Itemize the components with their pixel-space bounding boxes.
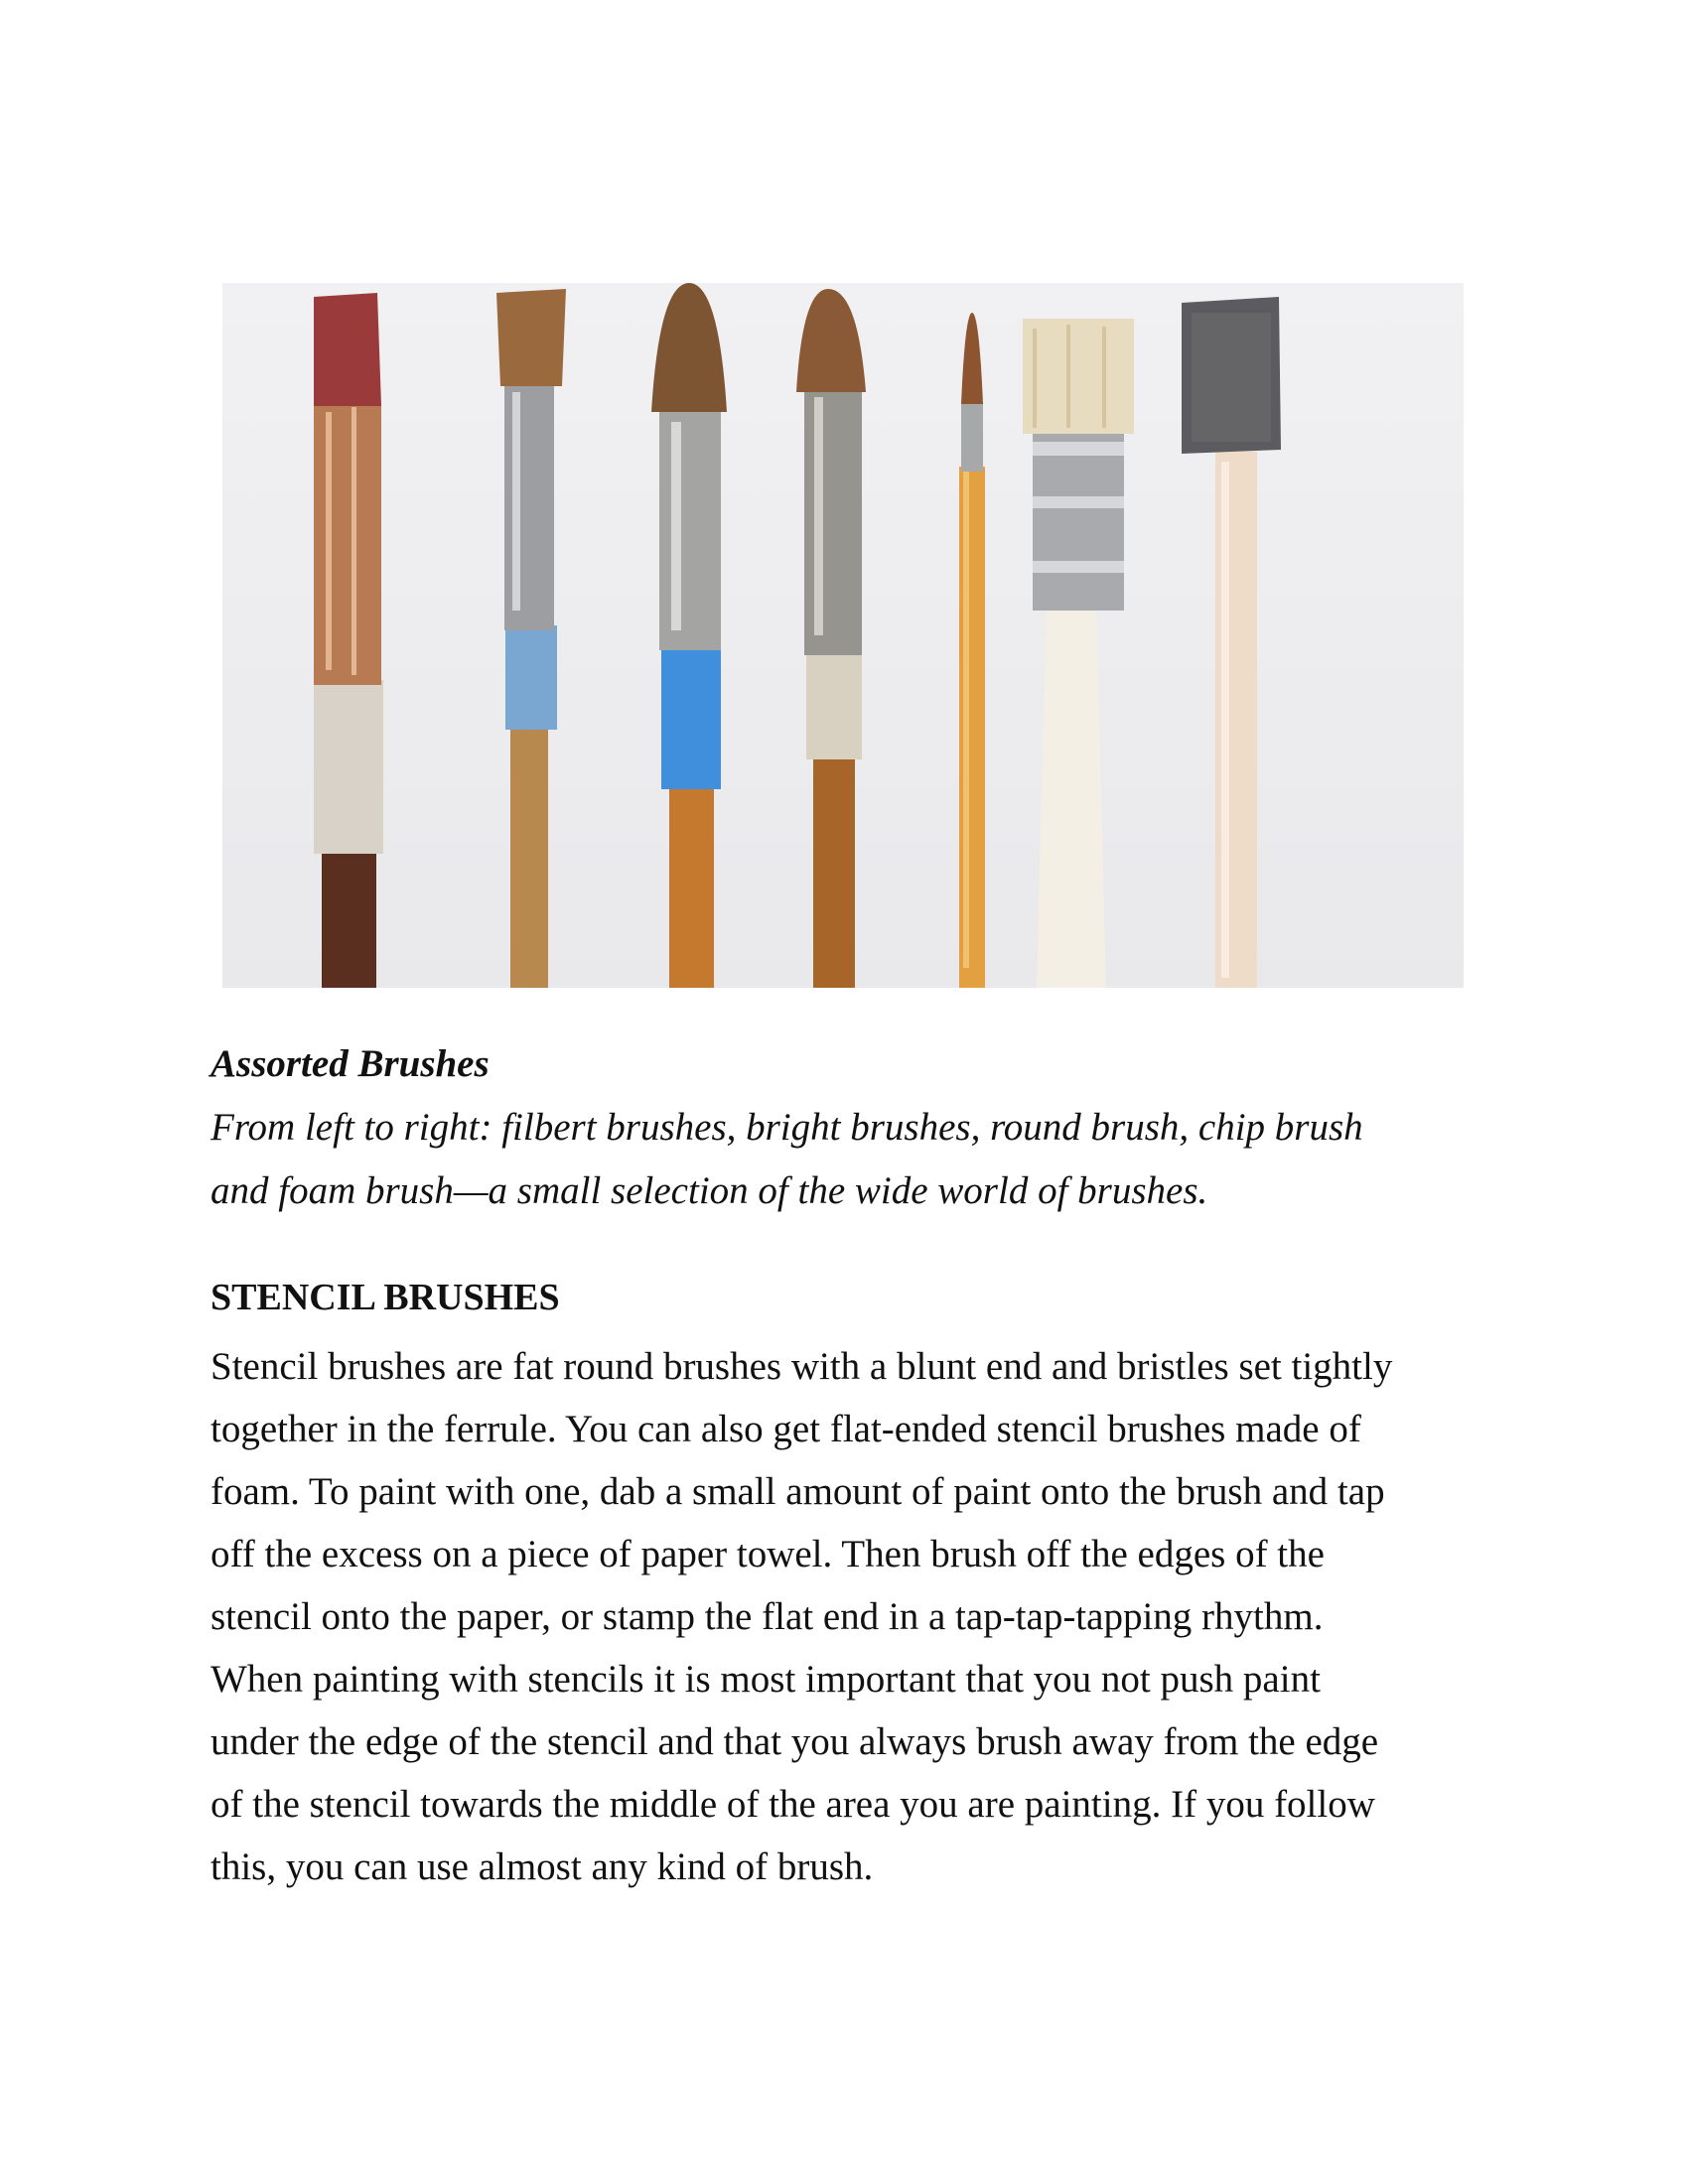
brush-foam (1182, 297, 1281, 988)
brush-bright-2 (796, 289, 866, 988)
caption-line: and foam brush—a small selection of the wide world of brushes. (211, 1169, 1208, 1212)
paragraph-line: this, you can use almost any kind of brush. (211, 1845, 874, 1888)
paragraph-line: When painting with stencils it is most important that you not push paint (211, 1658, 1321, 1701)
paragraph-line: off the excess on a piece of paper towel. Then brush off the edges of the (211, 1533, 1325, 1575)
caption-line: From left to right: filbert brushes, bright brushes, round brush, chip brush (211, 1106, 1363, 1149)
brush-filbert-blue-tape (651, 283, 727, 988)
paragraph-line: Stencil brushes are fat round brushes with a blunt end and bristles set tightly (211, 1345, 1393, 1388)
section-paragraph (211, 1335, 1501, 1898)
figure-caption (211, 1032, 1501, 1223)
paragraph-line: of the stencil towards the middle of the area you are painting. If you follow (211, 1783, 1375, 1826)
paragraph-line: foam. To paint with one, dab a small amount of paint onto the brush and tap (211, 1470, 1385, 1513)
paragraph-line: stencil onto the paper, or stamp the flat end in a tap-tap-tapping rhythm. (211, 1595, 1324, 1638)
brush-chip (1023, 319, 1134, 988)
paragraph-line: under the edge of the stencil and that you always brush away from the edge (211, 1720, 1379, 1763)
paragraph-line: together in the ferrule. You can also get flat-ended stencil brushes made of (211, 1408, 1361, 1450)
caption-title: Assorted Brushes (211, 1042, 490, 1085)
section-heading: STENCIL BRUSHES (211, 1277, 560, 1318)
brushes-photo (222, 283, 1464, 988)
brush-round (959, 313, 985, 988)
brush-filbert-red (314, 293, 383, 988)
brush-bright-1 (496, 289, 566, 988)
